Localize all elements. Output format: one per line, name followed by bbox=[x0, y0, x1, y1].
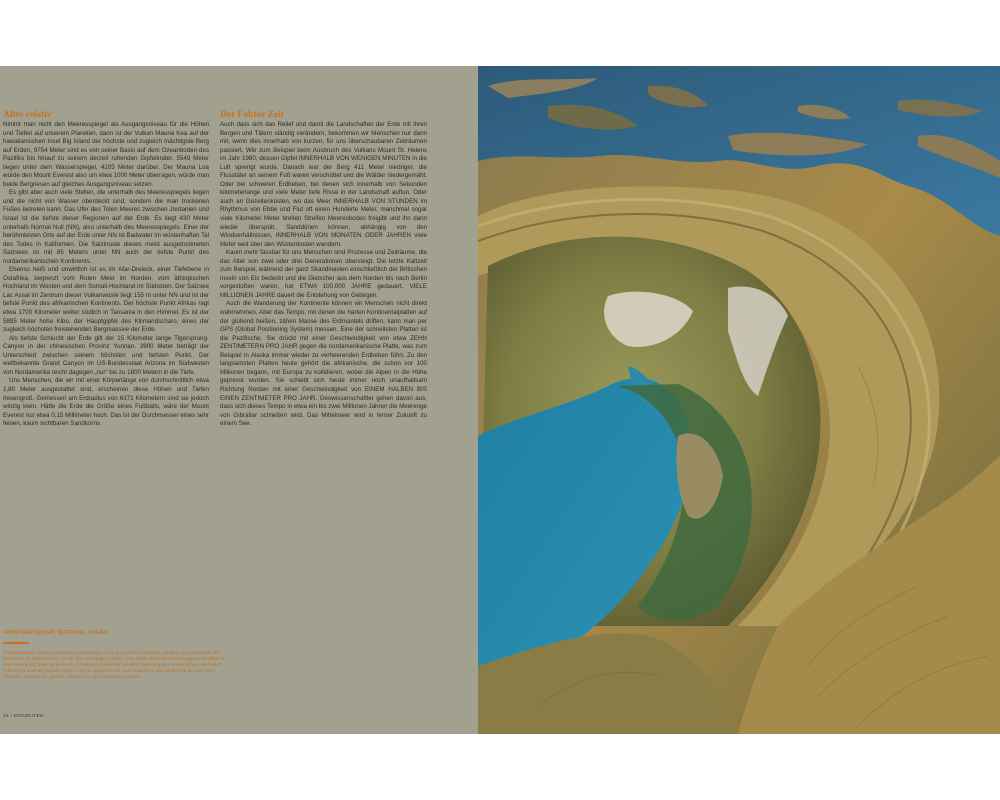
left-paragraph-5: Uns Menschen, die wir mit einer Körperlänge von durchschnittlich etwa 1,80 Meter ausgestattet sind, erscheinen diese Höhen und Tiefen riesengroß. Gemessen am Erdradius von 6371 Kilometern sind sie jedoch winzig klein. Hätte die Erde die Größe eines Fußballs, wäre der Mount Everest nur etwa 0,15 Millimeter hoch. Das ist der Durchmesser eines sehr feinen, kaum sichtbaren Sandkorns. bbox=[3, 377, 209, 428]
caption-rule bbox=[3, 642, 29, 644]
photo-caption bbox=[3, 630, 227, 680]
caption-title: FORNI-GLETSCHER, SÜDTIROL, ITALIEN bbox=[3, 630, 109, 636]
left-column-heading: Alles relativ bbox=[3, 110, 52, 120]
right-column bbox=[220, 110, 427, 429]
right-paragraph-3: Auch die Wanderung der Kontinente können wir Menschen nicht direkt wahrnehmen. Aber das Tempo, mit denen die harten Kontinentalplatten auf der glühend heißen, zähen Masse des Erdmantels driften, kann man per GPS (Global Positioning System) messen. Eine der schnellsten Platten ist die Pazifische. Sie drückt mit einer Geschwindigkeit von etwa ZEHN ZENTIMETERN PRO JAHR gegen die nordamerikanische Platte, was zum Beispiel in Alaska immer wieder zu verheerenden Erdbeben führt. Zu den langsamsten Platten heute gehört die afrikanische, die schon vor 100 Millionen begann, mit Europa zu kollidieren, wobei die Alpen in die Höhe gepresst wurden. Sie schiebt sich heute immer noch unaufhaltsam Richtung Norden mit einer Geschwindigkeit von EINEM HALBEN BIS EINEN ZENTIMETER PRO JAHR. Geowissenschaftler gehen davon aus, dass sich dieses Tempo in etwa ein bis zwei Millionen Jahren die Meerenge von Gibraltar schließen wird. Das Mittelmeer wird in ferner Zukunft zu einem See. bbox=[220, 300, 427, 428]
left-column bbox=[3, 110, 209, 429]
left-paragraph-1: Nimmt man nicht den Meeresspiegel als Ausgangsniveau für die Höhen und Tiefen auf unserem Planeten, dann ist der Vulkan Mauna Kea auf der hawaiianischen Insel Big Island der höchste und zugleich mächtigste Berg auf Erden, 9754 Meter sind es von seiner Basis auf dem Ozeanboden des Pazifiks bis hinauf zu seinem derzeit ruhenden Gipfelkrater. 5549 Meter liegen unter dem Wasserspiegel, 4205 Meter darüber. Der Mauna Loa würde den Mount Everest also um etwa 1000 Meter überragen, würde man beide Bergriesen auf gleiches Ausgangsniveau setzen. bbox=[3, 121, 209, 188]
page-folio: 24 \ ERDZEITEN bbox=[3, 714, 44, 719]
right-paragraph-2: Kaum mehr fassbar für uns Menschen sind Prozesse und Zeiträume, die das Alter von zwei oder drei Generationen übersteigt. Die letzte Kaltzeit zum Beispiel, während der ganz Skandinavien einschließlich der Britischen Inseln von Eis bedeckt und die Gletscher aus dem Norden bis nach Berlin vorgestoßen waren, hat ETWA 100.000 JAHRE gedauert. VIELE MILLIONEN JAHRE dauert die Entstehung von Gebirgen. bbox=[220, 249, 427, 299]
aerial-landscape-image bbox=[478, 66, 1000, 734]
left-paragraph-2: Es gibt aber auch viele Stellen, die unterhalb des Meeresspiegels liegen und die nicht von Wasser überdeckt sind, sondern die man trockenen Fußes betreten kann. Das Ufer des Toten Meeres zwischen Jordanien und Israel ist die tiefste dieser Regionen auf der Erde. Es liegt 430 Meter unterhalb Normal Null (NN), also unterhalb des Meeresspiegels. Einer der berühmtesten Orte auf der Erde unter NN ist Badwater im wüstenhaften Tal des Todes in Kalifornien. Die Salzkruste dieses meist ausgetrockneten Salzsees ist mit 85 Metern unter NN auch der tiefste Punkt des nordamerikanischen Kontinents. bbox=[3, 189, 209, 265]
magazine-spread bbox=[0, 66, 1000, 734]
right-column-heading: Der Faktor Zeit bbox=[220, 110, 285, 120]
left-paragraph-3: Ebenso heiß und unwirtlich ist es im Afar-Dreieck, einer Tiefebene in Ostafrika, begrenzt vom Roten Meer im Norden, vom äthiopischen Hochland im Westen und dem Somali-Hochland im Südosten. Der Salzsee Lac Assal im Zentrum dieser Vulkanwüste liegt 155 m unter NN und ist der tiefste Punkt des afrikanischen Kontinents. Der höchste Punkt Afrikas ragt etwa 1700 Kilometer weiter südlich in Tansania in den Himmel. Es ist der 5895 Meter hohe Kibo, der Hauptgipfel des Kilimandscharo, eines der zugleich höchsten freistehenden Bergmassive der Erde. bbox=[3, 266, 209, 334]
caption-text: Schmelzwasser strömt an warmen Sommertagen nicht nur auf dem Gletscher, sondern auch unterhalb der Eismasse, im Gletscherbett, zu Tal. Die ursprünglich flache, viele Meter dicke Gletscherzunge wurde dabei so stark untergräbt, dass sie einbrach. Ein riesiger Eistrichter entsteht. Eine Gruppe von Menschen, vermutlich Teilnehmer einer Eis-Kurses, wollen sich an diesem Rand zum Untergrund des Gletschers ab. Der Forni-Gletscher ist einer der größten Gletscher in den italienischen Alpen. bbox=[3, 650, 226, 680]
text-page bbox=[0, 66, 478, 734]
aerial-photo bbox=[478, 66, 1000, 734]
left-paragraph-4: Als tiefste Schlucht der Erde gilt der 15 Kilometer lange Tigersprung-Canyon in der chinesischen Provinz Yunnan. 3900 Meter beträgt der Unterschied zwischen seinem höchsten und tiefsten Punkt. Der weltbekannte Grand Canyon im US-Bundesstaat Arizona im Südwesten von Nordamerika reicht dagegen „nur“ bis zu 1800 Metern in die Tiefe. bbox=[3, 334, 209, 376]
right-paragraph-1: Auch dass sich das Relief und damit die Landschaften der Erde mit ihren Bergen und Tälern ständig verändern, bekommen wir Menschen nur dann mit, wenn dies innerhalb von kurzen, für uns überschaubaren Zeiträumen passiert. Wie zum Beispiel beim Ausbruch des Vulkans Mount St. Helens im Jahr 1980, dessen Gipfel INNERHALB VON WENIGEN MINUTEN in die Luft sprengt wurde. Danach war der Berg 411 Meter niedriger, die Flusstäler an seinem Fuß waren verschüttet und die Wälder niedergemäht. Oder bei schweren Erdbeben, bei denen sich innerhalb von Sekunden kilometerlange und viele Meter tiefe Risse in der Landschaft auftun. Oder auch an Gezeitenküsten, wo das Meer INNERHALB VON STUNDEN im Rhythmus von Ebbe und Flut oft einen Hunderte Meter, manchmal sogar viele Kilometer Meter breiten Streifen Meeresboden freigibt und ihn dann wieder überspült. Sanddünen können, abhängig von den Windverhältnissen, INNERHALB VON MONATEN ODER JAHREN viele Meter weit über den Wüstenboden wandern. bbox=[220, 121, 428, 248]
